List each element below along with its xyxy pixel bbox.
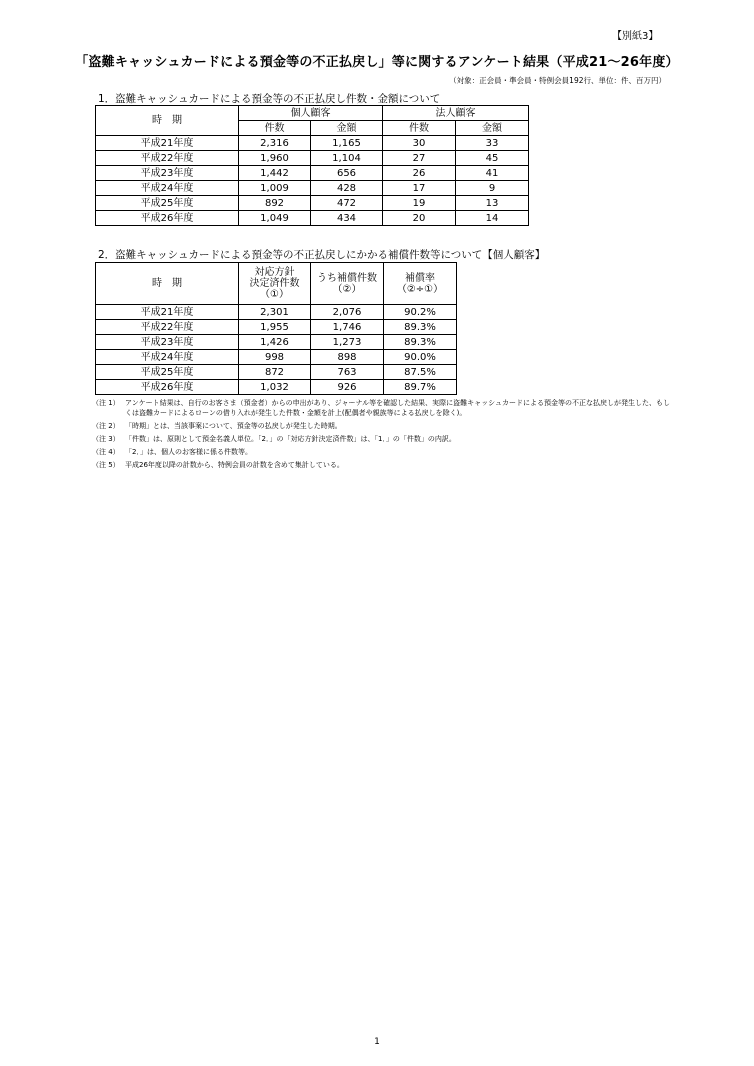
individual-amount-cell: 656 [311,166,383,181]
table-row [96,151,529,166]
table-row [96,166,529,181]
corporate-amount-cell: 13 [456,196,529,211]
period-cell: 平成25年度 [96,196,239,211]
period-cell: 平成24年度 [96,181,239,196]
individual-amount-cell: 472 [311,196,383,211]
note-label: （注 5） [92,461,120,469]
table-row [96,196,529,211]
individual-count-header: 件数 [239,121,311,136]
corporate-count-cell: 19 [383,196,456,211]
note-label: （注 4） [92,448,120,456]
corporate-count-header: 件数 [383,121,456,136]
period-cell: 平成23年度 [96,166,239,181]
corporate-count-cell: 27 [383,151,456,166]
table-row [96,181,529,196]
period-cell: 平成23年度 [96,335,239,350]
section1-heading: 1．盗難キャッシュカードによる預金等の不正払戻し件数・金額について [98,93,441,105]
corporate-amount-cell: 33 [456,136,529,151]
compensated-count-cell: 2,076 [311,305,384,320]
individual-count-cell: 2,316 [239,136,311,151]
individual-count-cell: 1,049 [239,211,311,226]
compensation-rate-cell: 90.0% [384,350,457,365]
period-header: 時 期 [96,263,239,305]
note-item [92,447,672,457]
note-text: 平成26年度以降の計数から、特例会員の計数を含めて集計している。 [125,461,344,469]
decided-count-cell: 998 [239,350,311,365]
corporate-count-cell: 26 [383,166,456,181]
corporate-count-cell: 30 [383,136,456,151]
period-cell: 平成26年度 [96,380,239,395]
notes [92,398,672,473]
decided-count-header: 対応方針 決定済件数 （①） [239,263,311,305]
decided-count-cell: 872 [239,365,311,380]
compensation-rate-cell: 87.5% [384,365,457,380]
table-row [96,320,457,335]
individual-count-cell: 1,960 [239,151,311,166]
compensated-count-header: うち補償件数 （②） [311,263,384,305]
compensated-count-cell: 763 [311,365,384,380]
note-text: 「時期」とは、当該事案について、預金等の払戻しが発生した時期。 [125,422,342,430]
table-row [96,335,457,350]
compensated-count-cell: 1,273 [311,335,384,350]
corporate-amount-cell: 41 [456,166,529,181]
note-label: （注 3） [92,435,120,443]
period-cell: 平成26年度 [96,211,239,226]
corporate-count-cell: 17 [383,181,456,196]
corporate-customers-header: 法人顧客 [383,106,529,121]
table-row [96,136,529,151]
table-row [96,350,457,365]
note-item [92,398,672,418]
individual-amount-cell: 1,165 [311,136,383,151]
fraud-count-amount-table [95,105,529,226]
decided-count-cell: 1,955 [239,320,311,335]
section2-heading: 2．盗難キャッシュカードによる預金等の不正払戻しにかかる補償件数等について【個人顧客】 [98,249,546,261]
compensation-rate-cell: 89.3% [384,335,457,350]
individual-customers-header: 個人顧客 [239,106,383,121]
note-text: 「件数」は、原則として預金名義人単位。「2．」の「対応方針決定済件数」は、「1．」の「件数」の内訳。 [125,435,456,443]
table-row [96,211,529,226]
period-cell: 平成21年度 [96,305,239,320]
corporate-amount-header: 金額 [456,121,529,136]
compensation-table [95,262,457,395]
page-number: 1 [374,1037,380,1047]
attachment-label: 【別紙3】 [612,31,659,42]
corporate-amount-cell: 45 [456,151,529,166]
compensated-count-cell: 1,746 [311,320,384,335]
period-cell: 平成24年度 [96,350,239,365]
individual-count-cell: 892 [239,196,311,211]
note-item [92,460,672,470]
individual-amount-cell: 1,104 [311,151,383,166]
corporate-count-cell: 20 [383,211,456,226]
compensated-count-cell: 898 [311,350,384,365]
compensation-rate-cell: 90.2% [384,305,457,320]
period-cell: 平成22年度 [96,320,239,335]
note-label: （注 2） [92,422,120,430]
note-item [92,421,672,431]
individual-amount-cell: 428 [311,181,383,196]
period-cell: 平成22年度 [96,151,239,166]
individual-count-cell: 1,009 [239,181,311,196]
compensated-count-cell: 926 [311,380,384,395]
note-text: 「2．」は、個人のお客様に係る件数等。 [125,448,252,456]
period-cell: 平成25年度 [96,365,239,380]
note-text: アンケート結果は、自行のお客さま（預金者）からの申出があり、ジャーナル等を確認した結果、実際に盗難キャッシュカードによる預金等の不正な払戻しが発生した、もしくは盗難カードによるローンの借り入れが発生した件数・金額を計上(配偶者や親族等による払戻しを除く)。 [125,399,670,417]
individual-amount-header: 金額 [311,121,383,136]
individual-amount-cell: 434 [311,211,383,226]
compensation-rate-header: 補償率 （②÷①） [384,263,457,305]
note-label: （注 1） [92,399,120,407]
decided-count-cell: 1,032 [239,380,311,395]
table-row [96,365,457,380]
corporate-amount-cell: 9 [456,181,529,196]
decided-count-cell: 2,301 [239,305,311,320]
corporate-amount-cell: 14 [456,211,529,226]
note-item [92,434,672,444]
compensation-rate-cell: 89.3% [384,320,457,335]
survey-scope-note: （対象：正会員・準会員・特例会員192行、単位：件、百万円） [449,76,666,85]
decided-count-cell: 1,426 [239,335,311,350]
compensation-rate-cell: 89.7% [384,380,457,395]
table-row [96,305,457,320]
individual-count-cell: 1,442 [239,166,311,181]
period-cell: 平成21年度 [96,136,239,151]
table-row [96,380,457,395]
page-title: 「盗難キャッシュカードによる預金等の不正払戻し」等に関するアンケート結果（平成21～26年度） [75,55,679,70]
period-header: 時 期 [96,106,239,136]
